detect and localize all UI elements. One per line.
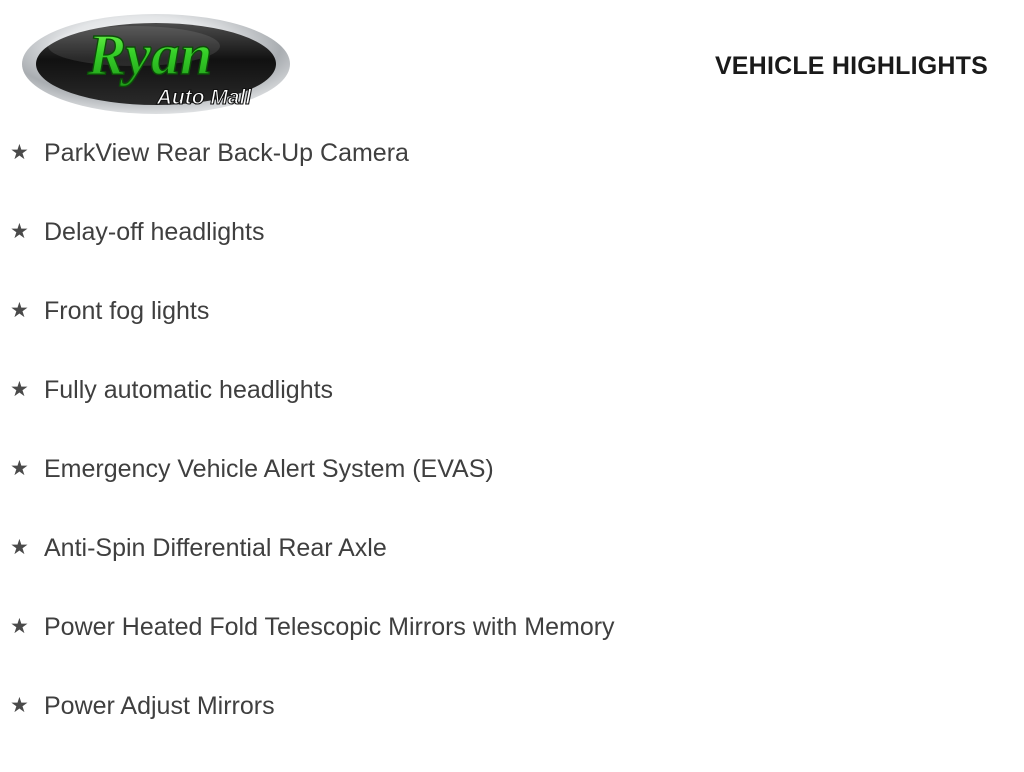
- ryan-auto-mall-logo: [18, 8, 294, 120]
- list-item: [0, 614, 1024, 693]
- star-icon: ★: [10, 457, 29, 480]
- vehicle-highlights-list: [0, 140, 1024, 772]
- highlight-label: ParkView Rear Back-Up Camera: [44, 139, 409, 167]
- star-icon: ★: [10, 141, 29, 164]
- list-item: [0, 456, 1024, 535]
- svg-text:Auto Mall: Auto Mall: [156, 86, 252, 109]
- highlight-label: Emergency Vehicle Alert System (EVAS): [44, 455, 494, 483]
- star-icon: ★: [10, 220, 29, 243]
- star-icon: ★: [10, 378, 29, 401]
- highlight-label: Power Heated Fold Telescopic Mirrors with Memory: [44, 613, 615, 641]
- page-header: [0, 0, 1024, 128]
- star-icon: ★: [10, 299, 29, 322]
- star-icon: ★: [10, 615, 29, 638]
- list-item: [0, 298, 1024, 377]
- highlight-label: Power Adjust Mirrors: [44, 692, 275, 720]
- highlight-label: Anti-Spin Differential Rear Axle: [44, 534, 387, 562]
- highlight-label: Fully automatic headlights: [44, 376, 334, 404]
- page-title: VEHICLE HIGHLIGHTS: [714, 52, 988, 80]
- star-icon: ★: [10, 694, 29, 717]
- list-item: [0, 535, 1024, 614]
- list-item: [0, 693, 1024, 772]
- list-item: [0, 377, 1024, 456]
- list-item: [0, 219, 1024, 298]
- highlight-label: Front fog lights: [44, 297, 210, 325]
- star-icon: ★: [10, 536, 29, 559]
- svg-text:Ryan: Ryan: [87, 22, 213, 87]
- highlight-label: Delay-off headlights: [44, 218, 265, 246]
- list-item: [0, 140, 1024, 219]
